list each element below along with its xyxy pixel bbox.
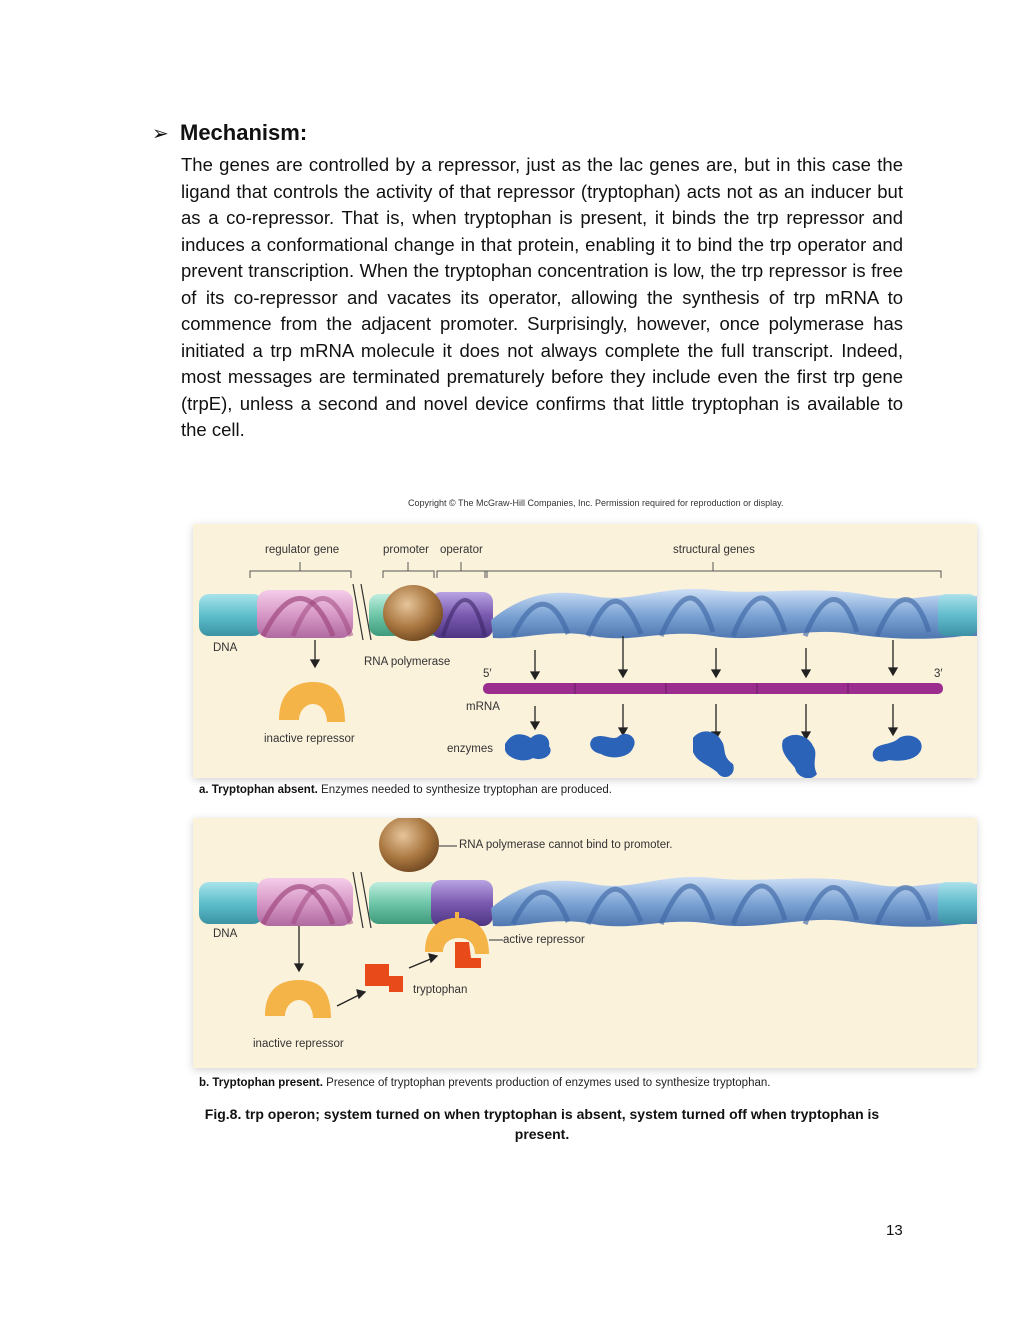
section-heading xyxy=(152,120,307,146)
label-tryptophan: tryptophan xyxy=(413,984,468,996)
panel-b-illustration xyxy=(193,818,977,1068)
label-dna-b: DNA xyxy=(213,928,238,940)
dna-strand-a xyxy=(199,584,977,640)
label-promoter: promoter xyxy=(383,544,430,556)
diagram-panel-b xyxy=(193,818,977,1068)
label-regulator-gene: regulator gene xyxy=(265,544,340,556)
gene-brackets xyxy=(250,562,941,578)
inactive-repressor-a xyxy=(279,682,345,722)
caption-b-rest: Presence of tryptophan prevents production of enzymes used to synthesize tryptophan. xyxy=(322,1077,771,1089)
caption-a-bold: a. Tryptophan absent. xyxy=(199,784,318,796)
mechanism-paragraph: The genes are controlled by a repressor, just as the lac genes are, but in this case the ligand that controls the activity of that repressor (tryptophan) acts not as an inducer but as a co-repressor. That is, when tryptophan is present, it binds the trp repressor and induces a conformational change in that protein, enabling it to bind the trp operator and prevent transcription. When the tryptophan concentration is low, the trp repressor is free of its co-repressor and vacates its operator, allowing the synthesis of trp mRNA to commence from the adjacent promoter. Surprisingly, however, once polymerase has initiated a trp mRNA molecule it does not always complete the full transcript. Indeed, most messages are terminated prematurely before they include even the first trp gene (trpE), unless a second and novel device confirms that little tryptophan is available to the cell. xyxy=(181,154,903,440)
mrna-strand xyxy=(483,683,943,694)
label-inactive-repressor-b: inactive repressor xyxy=(253,1038,344,1050)
label-five-prime: 5′ xyxy=(483,668,492,680)
label-rna-polymerase-cannot-bind: RNA polymerase cannot bind to promoter. xyxy=(459,839,673,851)
caption-panel-b xyxy=(199,1077,770,1089)
label-enzymes: enzymes xyxy=(447,743,494,755)
diagram-panel-a xyxy=(193,524,977,778)
copyright-notice: Copyright © The McGraw-Hill Companies, Inc. Permission required for reproduction or display. xyxy=(408,498,784,508)
dna-strand-b xyxy=(199,872,977,928)
label-active-repressor: active repressor xyxy=(503,934,585,946)
figure-caption: Fig.8. trp operon; system turned on when tryptophan is absent, system turned off when tryptophan is present. xyxy=(204,1106,880,1142)
label-structural-genes: structural genes xyxy=(673,544,755,556)
caption-a-rest: Enzymes needed to synthesize tryptophan are produced. xyxy=(317,784,612,796)
rna-polymerase-a xyxy=(383,585,443,641)
label-operator: operator xyxy=(440,544,483,556)
label-mrna: mRNA xyxy=(466,701,500,713)
caption-panel-a xyxy=(199,784,612,796)
page-number: 13 xyxy=(886,1222,903,1239)
tryptophan-molecule xyxy=(365,964,403,992)
heading-title: Mechanism: xyxy=(180,120,308,145)
arrow-bullet-icon: ➢ xyxy=(152,122,169,145)
inactive-repressor-b xyxy=(265,980,331,1018)
enzymes-group xyxy=(505,731,922,778)
caption-b-bold: b. Tryptophan present. xyxy=(199,1077,323,1089)
label-inactive-repressor-a: inactive repressor xyxy=(264,733,355,745)
label-dna-a: DNA xyxy=(213,642,238,654)
label-rna-polymerase: RNA polymerase xyxy=(364,656,451,668)
rna-polymerase-b xyxy=(379,818,439,872)
label-three-prime: 3′ xyxy=(934,668,943,680)
